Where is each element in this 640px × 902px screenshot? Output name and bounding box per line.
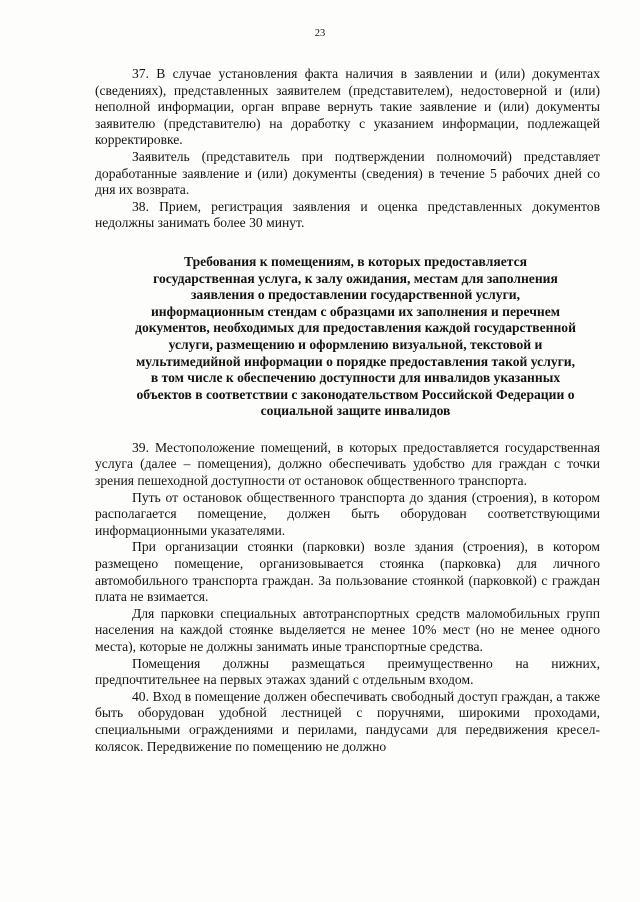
paragraph-39-parking: При организации стоянки (парковки) возле здания (строения), в котором размещено помещение, организовывается стоянка (парковка) для личного автомобильного транспорта граждан. За пользование стоянкой (парковкой) с граждан плата не взимается. [95,539,600,605]
paragraph-40: 40. Вход в помещение должен обеспечивать свободный доступ граждан, а также быть оборудован удобной лестницей с поручнями, широкими проходами, специальными ограждениями и перилами, пандусами для передвижения кресел- колясок. Передвижение по помещению не должно [95,688,600,754]
paragraph-37-applicant: Заявитель (представитель при подтверждении полномочий) представляет доработанные заявление и (или) документы (сведения) в течение 5 рабочих дней со дня их возврата. [95,148,600,198]
paragraph-39-special-parking: Для парковки специальных автотранспортных средств маломобильных групп населения на каждой стоянке выделяется не менее 10% мест (но не менее одного места), которые не должны занимать иные транспортные средства. [95,605,600,654]
paragraph-37: 37. В случае установления факта наличия в заявлении и (или) документах (сведениях), представленных заявителем (представителем), недостоверной и (или) неполной информации, орган вправе вернуть такие заявление и (или) документы заявителю (представителю) на доработку с указанием информации, подлежащей корректировке. [95,66,600,148]
document-body [95,66,600,755]
section-heading: Требования к помещениям, в которых предоставляется государственная услуга, к залу ожидания, местам для заполнения заявления о предоставлении государственной услуги, информационным стендам с образцами их заполнения и перечнем документов, необходимых для предоставления каждой государственной услуги, размещению и оформлению визуальной, текстовой и мультимедийной информации о порядке предоставления такой услуги, в том числе к обеспечению доступности для инвалидов указанных объектов в соответствии с законодательством Российской Федерации о социальной защите инвалидов [135,253,576,419]
paragraph-39-floors: Помещения должны размещаться преимущественно на нижних, предпочтительнее на первых этажах зданий с отдельным входом. [95,655,600,688]
page-number: 23 [314,28,326,39]
paragraph-39: 39. Местоположение помещений, в которых предоставляется государственная услуга (далее – помещения), должно обеспечивать удобство для граждан с точки зрения пешеходной доступности от остановок общественного транспорта. [95,439,600,489]
paragraph-38: 38. Прием, регистрация заявления и оценка представленных документов недолжны занимать более 30 минут. [95,198,600,231]
paragraph-39-route: Путь от остановок общественного транспорта до здания (строения), в котором располагается помещение, должен быть оборудован соответствующими информационными указателями. [95,489,600,538]
